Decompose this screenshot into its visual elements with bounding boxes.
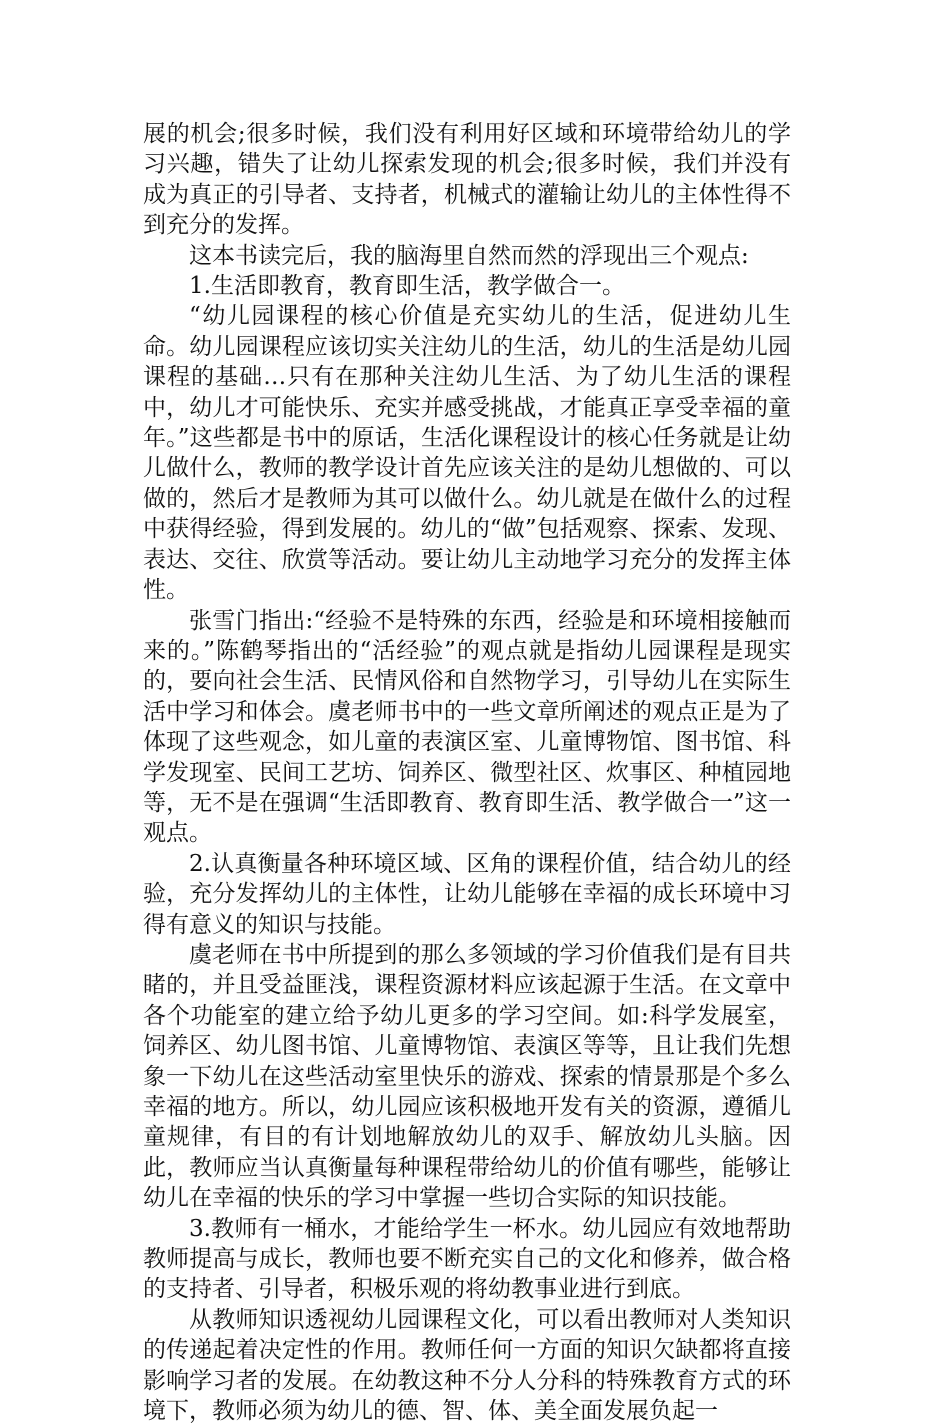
paragraph-point-3: 3.教师有一桶水，才能给学生一杯水。幼儿园应有效地帮助教师提高与成长，教师也要不断充实自己的文化和修养，做合格的支持者、引导者，积极乐观的将幼教事业进行到底。	[143, 1215, 791, 1303]
paragraph-continuation: 展的机会;很多时候，我们没有利用好区域和环境带给幼儿的学习兴趣，错失了让幼儿探索发现的机会;很多时候，我们并没有成为真正的引导者、支持者，机械式的灌输让幼儿的主体性得不到充分的发挥。	[143, 121, 791, 239]
document-body	[143, 119, 791, 1426]
paragraph-learning-value: 虞老师在书中所提到的那么多领域的学习价值我们是有目共睹的，并且受益匪浅，课程资源材料应该起源于生活。在文章中各个功能室的建立给予幼儿更多的学习空间。如:科学发展室，饲养区、幼儿图书馆、儿童博物馆、表演区等等，且让我们先想象一下幼儿在这些活动室里快乐的游戏、探索的情景那是个多么幸福的地方。所以，幼儿园应该积极地开发有关的资源，遵循儿童规律，有目的有计划地解放幼儿的双手、解放幼儿头脑。因此，教师应当认真衡量每种课程带给幼儿的价值有哪些，能够让幼儿在幸福的快乐的学习中掌握一些切合实际的知识技能。	[143, 941, 791, 1212]
paragraph-quote-course-value: “幼儿园课程的核心价值是充实幼儿的生活，促进幼儿生命。幼儿园课程应该切实关注幼儿的生活，幼儿的生活是幼儿园课程的基础…只有在那种关注幼儿生活、为了幼儿生活的课程中，幼儿才可能快乐、充实并感受挑战，才能真正享受幸福的童年。”这些都是书中的原话，生活化课程设计的核心任务就是让幼儿做什么，教师的教学设计首先应该关注的是幼儿想做的、可以做的，然后才是教师为其可以做什么。幼儿就是在做什么的过程中获得经验，得到发展的。幼儿的“做”包括观察、探索、发现、表达、交往、欣赏等活动。要让幼儿主动地学习充分的发挥主体性。	[143, 303, 791, 604]
paragraph-point-1: 1.生活即教育，教育即生活，教学做合一。	[189, 273, 625, 300]
paragraph-intro-views: 这本书读完后，我的脑海里自然而然的浮现出三个观点:	[189, 242, 749, 269]
paragraph-point-2: 2.认真衡量各种环境区域、区角的课程价值，结合幼儿的经验，充分发挥幼儿的主体性，让幼儿能够在幸福的成长环境中习得有意义的知识与技能。	[143, 850, 791, 938]
paragraph-teacher-knowledge: 从教师知识透视幼儿园课程文化，可以看出教师对人类知识的传递起着决定性的作用。教师任何一方面的知识欠缺都将直接影响学习者的发展。在幼教这种不分人分科的特殊教育方式的环境下，教师必须为幼儿的德、智、体、美全面发展负起一	[143, 1306, 791, 1425]
paragraph-zhang-xuemen: 张雪门指出:“经验不是特殊的东西，经验是和环境相接触而来的。”陈鹤琴指出的“活经验”的观点就是指幼儿园课程是现实的，要向社会生活、民情风俗和自然物学习，引导幼儿在实际生活中学习和体会。虞老师书中的一些文章所阐述的观点正是为了体现了这些观念，如儿童的表演区室、儿童博物馆、图书馆、科学发现室、民间工艺坊、饲养区、微型社区、炊事区、种植园地等，无不是在强调“生活即教育、教育即生活、教学做合一”这一观点。	[143, 607, 791, 847]
